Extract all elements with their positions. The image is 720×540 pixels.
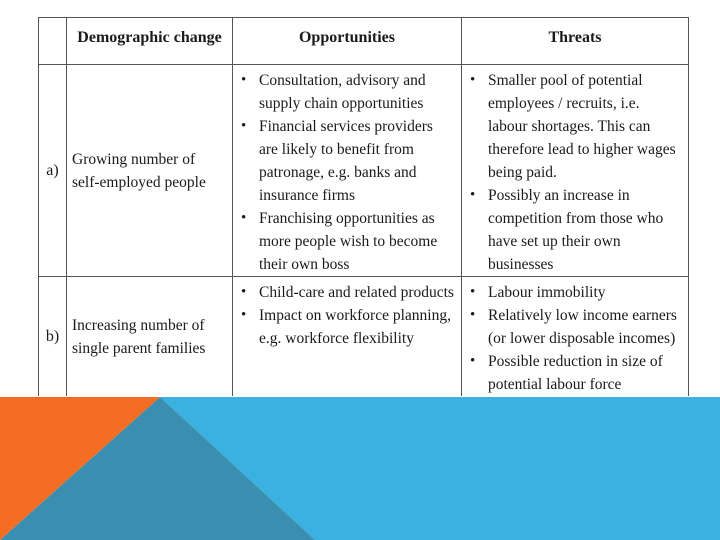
threats-list: [466, 281, 682, 396]
opportunities-list: [237, 281, 455, 350]
threats-cell: [462, 65, 689, 277]
opportunities-list: [237, 69, 455, 276]
threats-list: [466, 69, 682, 276]
orange-band: [0, 397, 160, 540]
threats-cell: [462, 277, 689, 397]
row-label: b): [39, 277, 67, 397]
teal-band: [0, 397, 315, 540]
demographic-change-cell: Increasing number of single parent families: [67, 277, 233, 397]
demographic-change-table: [38, 17, 689, 396]
row-label: a): [39, 65, 67, 277]
threat-item: • Possibly an increase in competition from those who have set up their own businesses: [466, 184, 682, 276]
opportunity-item: • Consultation, advisory and supply chain opportunities: [237, 69, 455, 115]
opportunity-item: • Child-care and related products: [237, 281, 455, 304]
table-header-row: [39, 18, 689, 65]
demographic-change-cell: Growing number of self-employed people: [67, 65, 233, 277]
opportunity-item: • Financial services providers are likely to benefit from patronage, e.g. banks and insurance firms: [237, 115, 455, 207]
header-opportunities: Opportunities: [233, 18, 462, 65]
header-demographic-change: Demographic change: [67, 18, 233, 65]
threat-item: • Relatively low income earners (or lower disposable incomes): [466, 304, 682, 350]
opportunities-cell: [233, 277, 462, 397]
demographic-table-container: [38, 17, 688, 393]
threat-item: • Smaller pool of potential employees / recruits, i.e. labour shortages. This can therefore lead to higher wages being paid.: [466, 69, 682, 184]
header-row-label-cell: [39, 18, 67, 65]
blue-band: [160, 397, 720, 540]
opportunities-cell: [233, 65, 462, 277]
threat-item: • Possible reduction in size of potential labour force: [466, 350, 682, 396]
opportunity-item: • Franchising opportunities as more people wish to become their own boss: [237, 207, 455, 276]
header-threats: Threats: [462, 18, 689, 65]
table-row: [39, 65, 689, 277]
opportunity-item: • Impact on workforce planning, e.g. workforce flexibility: [237, 304, 455, 350]
table-row: [39, 277, 689, 397]
threat-item: • Labour immobility: [466, 281, 682, 304]
